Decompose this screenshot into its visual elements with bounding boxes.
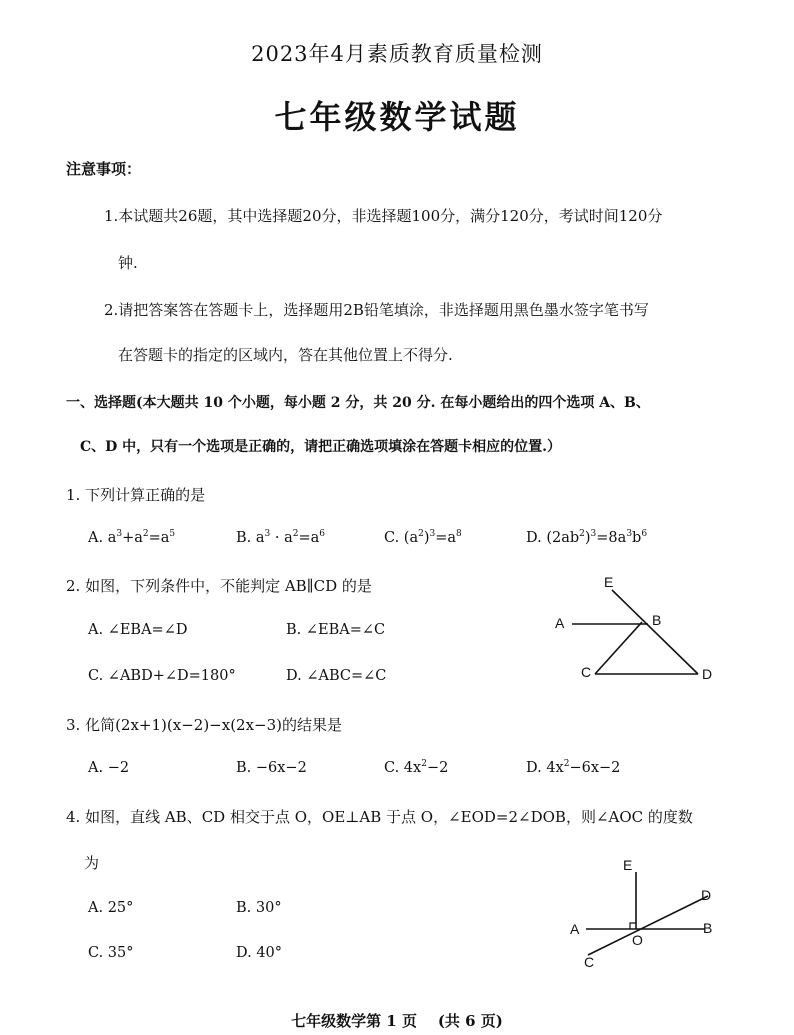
fig4-label-b: B — [703, 920, 713, 936]
question-1-option-d: D. $(2ab^2)^3=8a^3b^6$ — [526, 529, 648, 546]
question-2-option-c: C. ∠ABD+∠D=180° — [88, 668, 236, 684]
note-1-line-2: 钟. — [118, 254, 138, 272]
right-angle-mark — [630, 923, 636, 929]
question-3-option-b: B. −6x−2 — [236, 760, 307, 776]
line-e-b-d — [612, 590, 698, 674]
fig4-label-a: A — [570, 921, 580, 937]
line-c-b — [595, 622, 642, 674]
page-footer: 七年级数学第 1 页 (共 6 页) — [291, 1012, 503, 1030]
question-4-figure — [560, 850, 730, 975]
question-1-stem: 1. 下列计算正确的是 — [66, 486, 206, 504]
question-2-option-a: A. ∠EBA=∠D — [88, 622, 188, 638]
fig4-label-c: C — [584, 954, 595, 970]
question-4-option-c: C. 35° — [88, 945, 134, 961]
section-1-intro-line-2: C、D 中，只有一个选项是正确的，请把正确选项填涂在答题卡相应的位置.） — [80, 439, 562, 455]
fig4-label-d: D — [701, 887, 712, 903]
fig2-label-e: E — [604, 574, 614, 590]
question-3-stem: 3. 化简(2x+1)(x−2)−x(2x−3)的结果是 — [66, 716, 343, 734]
note-1-line-1: 1.本试题共26题，其中选择题20分，非选择题100分，满分120分，考试时间120分 — [104, 207, 663, 225]
question-4-stem-end: 为 — [84, 854, 100, 872]
question-3-option-a: A. −2 — [88, 760, 130, 776]
note-2-line-1: 2.请把答案答在答题卡上，选择题用2B铅笔填涂，非选择题用黑色墨水签字笔书写 — [104, 301, 649, 319]
fig2-label-c: C — [581, 664, 592, 680]
fig2-label-d: D — [702, 666, 713, 682]
notes-heading: 注意事项： — [66, 160, 142, 178]
section-1-intro-line-1: 一、选择题(本大题共 10 个小题，每小题 2 分，共 20 分. 在每小题给出的四个选项 A、B、 — [66, 395, 650, 411]
question-4-stem: 4. 如图，直线 AB、CD 相交于点 O，OE⊥AB 于点 O，∠EOD=2∠DOB，则∠AOC 的度数 — [66, 808, 693, 826]
note-2-line-2: 在答题卡的指定的区域内，答在其他位置上不得分. — [118, 346, 453, 364]
question-1-option-a: A. $a^3+a^2=a^5$ — [88, 529, 176, 546]
question-4-option-a: A. 25° — [88, 900, 134, 916]
question-2-option-d: D. ∠ABC=∠C — [286, 668, 387, 684]
fig2-label-a: A — [555, 615, 565, 631]
question-4-option-d: D. 40° — [236, 945, 283, 961]
question-1-option-b: B. $a^3 \cdot a^2=a^6$ — [236, 529, 326, 546]
fig2-label-b: B — [652, 612, 662, 628]
question-3-option-d: D. $4x^2-6x-2$ — [526, 759, 621, 776]
question-1-option-c: C. $(a^2)^3=a^8$ — [384, 529, 462, 546]
question-2-stem: 2. 如图，下列条件中，不能判定 AB∥CD 的是 — [66, 577, 372, 595]
line-c-d — [588, 896, 708, 955]
question-3-option-c: C. $4x^2-2$ — [384, 759, 449, 776]
fig4-label-o: O — [632, 932, 643, 948]
question-2-figure — [545, 570, 725, 690]
exam-subtitle: 2023年4月素质教育质量检测 — [251, 42, 543, 66]
fig4-label-e: E — [623, 857, 633, 873]
question-4-option-b: B. 30° — [236, 900, 282, 916]
exam-title: 七年级数学试题 — [274, 98, 520, 136]
question-2-option-b: B. ∠EBA=∠C — [286, 622, 386, 638]
